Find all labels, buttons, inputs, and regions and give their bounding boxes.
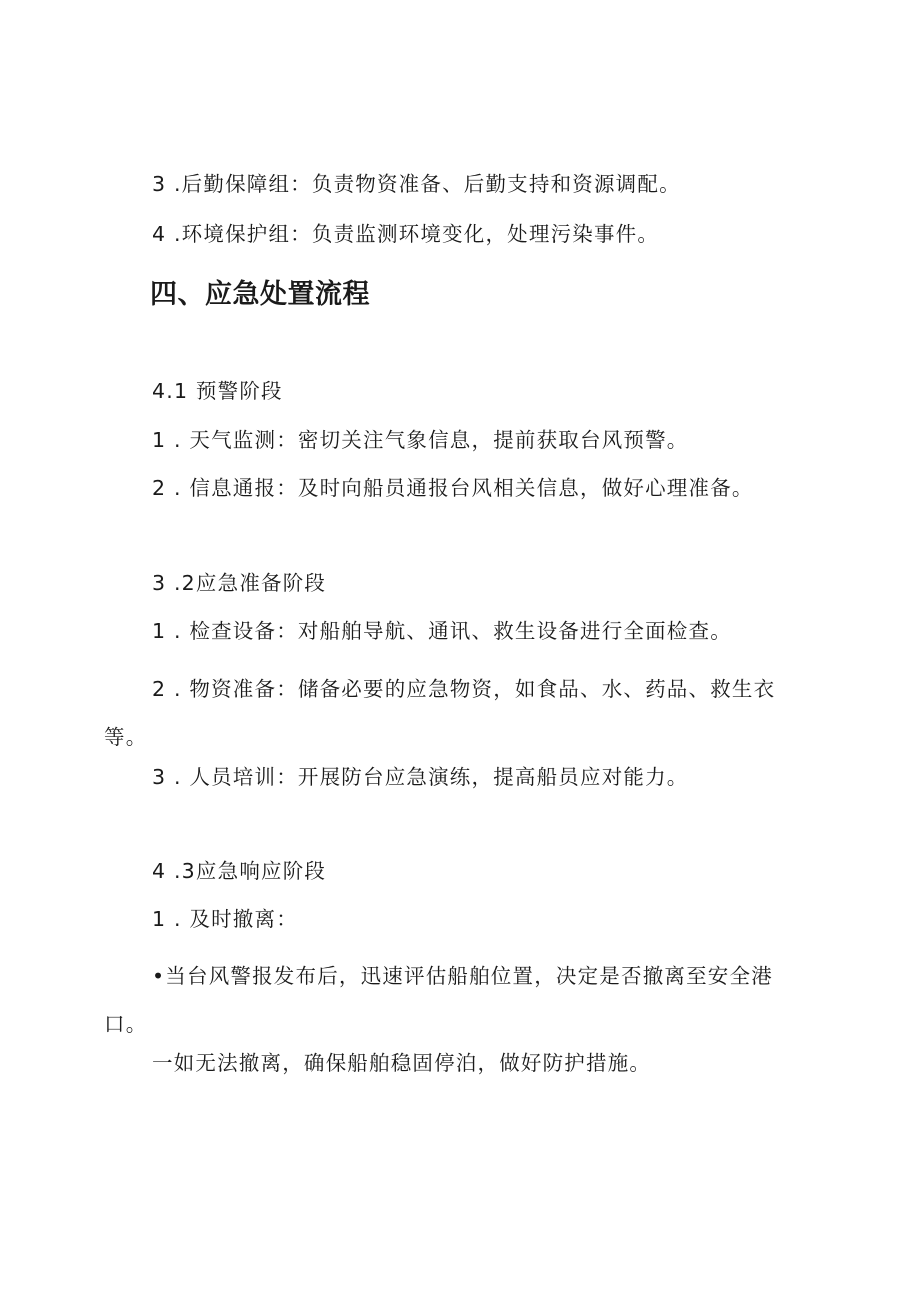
list-item-info-notification: 2 . 信息通报：及时向船员通报台风相关信息，做好心理准备。 <box>152 476 754 500</box>
list-item-personnel-training: 3 . 人员培训：开展防台应急演练，提高船员应对能力。 <box>152 765 689 789</box>
section-heading: 四、应急处置流程 <box>150 279 370 310</box>
subsection-title-preparation: 3 .2应急准备阶段 <box>152 571 327 595</box>
list-item-weather-monitoring: 1 . 天气监测：密切关注气象信息，提前获取台风预警。 <box>152 428 689 452</box>
dash-item-secure-mooring: 一如无法撤离，确保船舶稳固停泊，做好防护措施。 <box>152 1051 652 1075</box>
bullet-item-evaluate-position: •当台风警报发布后，迅速评估船舶位置，决定是否撤离至安全港口。 <box>104 964 773 1036</box>
list-item-environment-group: 4 .环境保护组：负责监测环境变化，处理污染事件。 <box>152 222 660 246</box>
list-item-evacuation: 1 . 及时撤离： <box>152 907 298 931</box>
list-item-material-preparation: 2 . 物资准备：储备必要的应急物资，如食品、水、药品、救生衣等。 <box>104 677 776 749</box>
list-item-check-equipment: 1 . 检查设备：对船舶导航、通讯、救生设备进行全面检查。 <box>152 619 732 643</box>
subsection-title-warning: 4.1 预警阶段 <box>152 379 283 403</box>
list-item-logistics-group: 3 .后勤保障组：负责物资准备、后勤支持和资源调配。 <box>152 172 681 196</box>
subsection-title-response: 4 .3应急响应阶段 <box>152 859 327 883</box>
